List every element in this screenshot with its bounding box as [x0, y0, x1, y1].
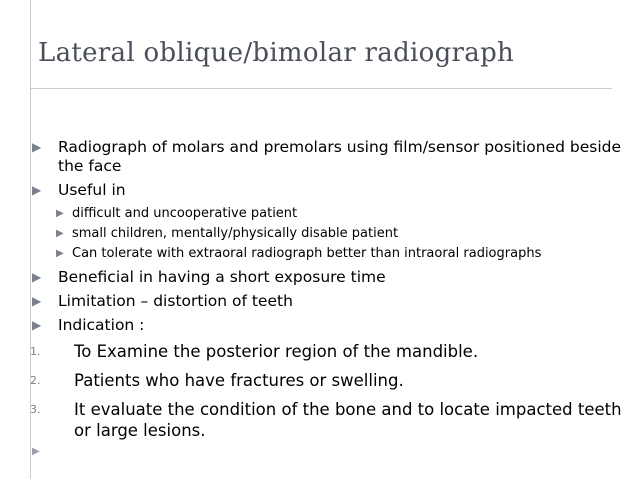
sub-bullet-item — [30, 225, 630, 242]
bullet-item — [30, 181, 630, 200]
bullet-text: Radiograph of molars and premolars using film/sensor positioned beside the face — [58, 138, 622, 175]
numbered-text: To Examine the posterior region of the mandible. — [74, 342, 479, 361]
numbered-item — [30, 399, 630, 441]
slide-title: Lateral oblique/bimolar radiograph — [38, 38, 515, 68]
numbered-item — [30, 341, 630, 362]
list-number: 2. — [30, 374, 41, 387]
sub-bullet-item — [30, 205, 630, 222]
numbered-text: It evaluate the condition of the bone and to locate impacted teeth or large lesions. — [74, 400, 622, 440]
slide-content — [30, 138, 630, 449]
bullet-item — [30, 138, 630, 176]
bullet-text: Beneficial in having a short exposure time — [58, 268, 386, 286]
triangle-right-icon: ▶ — [32, 446, 40, 457]
bullet-item — [30, 316, 630, 335]
list-number: 3. — [30, 403, 41, 416]
sub-bullet-text: small children, mentally/physically disable patient — [72, 226, 399, 241]
sub-bullet-text: difficult and uncooperative patient — [72, 206, 298, 221]
triangle-right-icon: ▶ — [56, 248, 64, 259]
triangle-right-icon: ▶ — [32, 183, 42, 197]
triangle-right-icon: ▶ — [56, 208, 64, 219]
list-number: 1. — [30, 345, 41, 358]
bullet-text: Useful in — [58, 181, 126, 199]
triangle-right-icon: ▶ — [32, 140, 42, 154]
triangle-right-icon: ▶ — [32, 294, 42, 308]
bullet-text: Indication : — [58, 316, 145, 334]
title-underline — [30, 88, 612, 89]
triangle-right-icon: ▶ — [56, 228, 64, 239]
triangle-right-icon: ▶ — [32, 270, 42, 284]
bullet-item — [30, 268, 630, 287]
triangle-right-icon: ▶ — [32, 318, 42, 332]
bullet-item — [30, 292, 630, 311]
numbered-text: Patients who have fractures or swelling. — [74, 371, 404, 390]
sub-bullet-item — [30, 245, 630, 262]
numbered-item — [30, 370, 630, 391]
bullet-text: Limitation – distortion of teeth — [58, 292, 293, 310]
sub-bullet-text: Can tolerate with extraoral radiograph better than intraoral radiographs — [72, 246, 542, 261]
